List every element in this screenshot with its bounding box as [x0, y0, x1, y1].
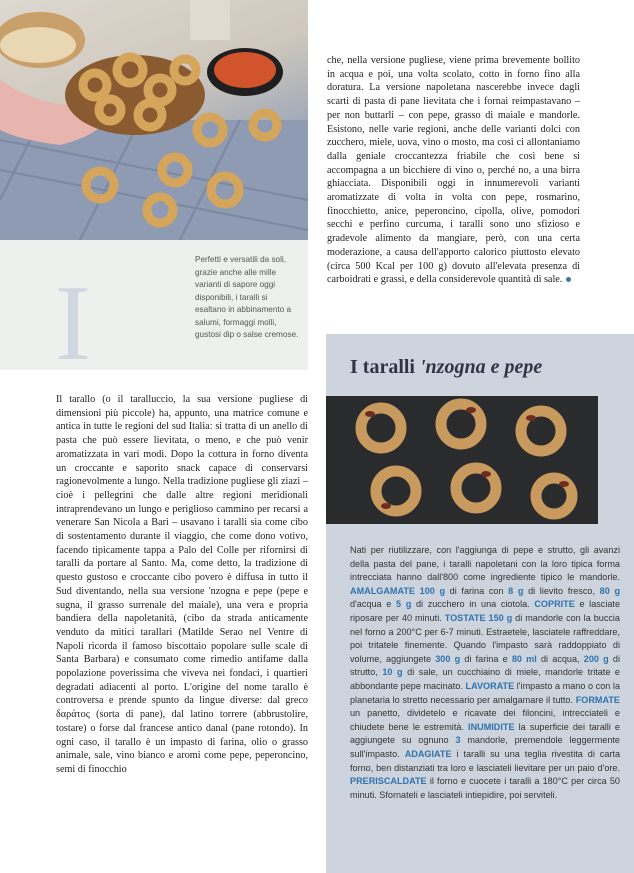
recipe-text — [350, 544, 620, 802]
article-paragraph: che, nella versione pugliese, viene prima brevemente bollito in acqua e poi, una volta scolato, cotto in forno fino alla doratura. La versione napoletana nascerebbe invece dagli scarti di pasta di pane lievitata che i fornai reimpastavano – per non buttarli – con pepe, grasso di maiale e mandorle. Esistono, nelle varie regioni, anche delle varianti dolci con zucchero, miele, uova, vino o mosto, ma così ci allontaniamo dalla geniale croccantezza friabile che così bene si accompagna a un bicchiere di vino o, perché no, a una birra ghiacciata. Disponibili oggi in innumerevoli varianti aromatizzate di volta in volta con pepe, rosmarino, finocchietto, anice, peperoncino, cipolla, olive, pomodori secchi e perfino curcuma, i taralli sono uno sfizioso e gradevole alimento da mangiare, però, con una certa moderazione, a causa dell'apporto calorico piuttosto elevato (circa 500 Kcal per 100 g) dovuto all'elevata presenza di carboidrati e grassi, e della considerevole quantità di sale. — [327, 55, 580, 286]
recipe-step-keyword: TOSTATE 150 g — [444, 612, 513, 623]
recipe-text-segment: un panetto, dividetelo e ricavate dei filoncini, intrecciateli e chiudete bene le estremità. — [350, 708, 620, 732]
recipe-quantity: 5 g — [395, 599, 412, 610]
recipe-quantity: 10 g — [382, 667, 403, 678]
end-mark-icon — [566, 277, 571, 282]
article-left-column — [56, 393, 308, 777]
recipe-quantity: 8 g — [508, 585, 524, 596]
photo-caption: Perfetti e versatili da soli, grazie anche alle mille varianti di sapore oggi disponibili, i taralli si esaltano in abbinamento a salumi, formaggi molli, gustosi dip o salse cremose. — [195, 255, 299, 339]
recipe-text-segment: di sale, un cucchiaino di miele, mandorle tritate e abbondante pepe macinato. — [350, 667, 620, 691]
recipe-step-keyword: FORMATE — [575, 694, 620, 705]
caption-box — [0, 240, 308, 383]
recipe-step-keyword: INUMIDITE — [468, 721, 515, 732]
recipe-step-keyword: COPRITE — [534, 599, 575, 610]
recipe-text-segment: di zucchero in una ciotola. — [411, 599, 535, 610]
taralli-photo-illustration — [0, 0, 308, 240]
recipe-text-segment: mandorle, premendole leggermente sull'impasto. — [350, 735, 620, 759]
recipe-step-keyword: ADAGIATE — [404, 748, 452, 759]
recipe-text-segment: di lievito fresco, — [523, 585, 600, 596]
recipe-text-segment: di strutto, — [350, 653, 620, 678]
recipe-text-segment: i taralli su una teglia rivestita di carta forno, ben distanziati tra loro e lasciateli lievitare per un paio d'ore. — [350, 748, 620, 773]
taralli-photo — [0, 0, 308, 240]
drop-cap: I — [55, 264, 91, 383]
recipe-step-keyword: LAVORATE — [465, 680, 515, 691]
recipe-quantity: 300 g — [435, 653, 461, 664]
recipe-text-segment: di mandorle con la buccia nel forno a 200°C per 6-7 minuti. Estraetele, lasciatele raffreddare, poi tritatele finemente. Quando l'impasto sarà raddoppiato di volume, aggiungete — [350, 612, 620, 664]
recipe-text-segment: la superficie dei taralli e aggiungete su ognuno — [350, 721, 620, 746]
recipe-text-segment: d'acqua e — [350, 599, 396, 610]
recipe-quantity: 3 — [455, 735, 461, 746]
recipe-photo-illustration — [326, 396, 598, 524]
recipe-text-segment: l'impasto a mano o con la planetaria lo stretto necessario per amalgamare il tutto. — [350, 680, 620, 705]
recipe-text-segment: di acqua, — [536, 653, 584, 664]
recipe-text-segment: di farina con — [445, 585, 509, 596]
recipe-step-keyword: AMALGAMATE 100 g — [350, 585, 446, 596]
recipe-text-segment: il forno e cuocete i taralli a 180°C per circa 50 minuti. Sfornateli e lasciateli intiepidire, poi serviteli. — [350, 776, 620, 800]
recipe-text-segment: Nati per riutilizzare, con l'aggiunga di pepe e strutto, gli avanzi della pasta del pane, i taralli napoletani con la loro tipica forma intrecciata hanno dall'800 come ingrediente tipico le mandorle. — [350, 545, 620, 583]
recipe-photo — [326, 396, 598, 524]
recipe-text-segment: e lasciate riposare per 40 minuti. — [350, 599, 621, 623]
recipe-quantity: 80 g — [599, 585, 620, 596]
recipe-text-segment: di farina e — [460, 653, 512, 664]
recipe-step-keyword: PRERISCALDATE — [350, 776, 427, 787]
recipe-quantity: 200 g — [583, 653, 609, 664]
recipe-title: I taralli 'nzogna e pepe — [350, 356, 543, 378]
recipe-box — [326, 334, 634, 873]
article-right-column — [327, 54, 580, 287]
article-paragraph: Il tarallo (o il taralluccio, la sua versione pugliese di dimensioni più piccole) ha, appunto, una matrice comune e antica in tutte le regioni del sud Italia: si tratta di un anello di pasta che può essere lievitata, o meno, e che può venir aromatizzata in vari modi. Dopo la cottura in forno diventa un croccante e saporito snack capace di conservarsi ragionevolmente a lungo. Nella tradizione pugliese gli ziazi – cioè i pellegrini che dalle altre regioni meridionali intraprendevano un lungo e periglioso cammino per recarsi a venerare San Nicola a Bari – usavano i taralli sia come cibo di sostentamento durante il viaggio, che come dono votivo, facendo tipicamente tappa a Palo del Colle per rifornirsi di taralli da portare al Santo. Ma, come detto, la tradizione di questo gustoso e croccante cibo povero è diffusa in tutto il Sud diventando, nella sua versione 'nzogna e pepe (pepe e sugna, il grasso surrenale del maiale), una vera e propria bandiera della napoletanità, (cibo da strada anticamente venduto da mitici tarallari (Matilde Serao nel Ventre di Napoli ricorda il famoso biscottaio popolare sulle scale di Santa Barbara) e consumato come rimedio antifame dalla popolazione poverissima che viveva nei fondaci, i quartieri degradati adiacenti al porto. L'origine del nome tarallo è controversa e prende spunto da lingue diverse: dal greco δαράτος (sorta di pane), dal latino torrere (abbrustolire, tostare) o forse dal francese antico danal (pane rotondo). In ogni caso, il tarallo è un impasto di farina, olio o grasso animale, sale, vino bianco e aromi come pepe, peperoncino, semi di finocchio — [56, 394, 308, 775]
recipe-quantity: 80 ml — [511, 653, 537, 664]
